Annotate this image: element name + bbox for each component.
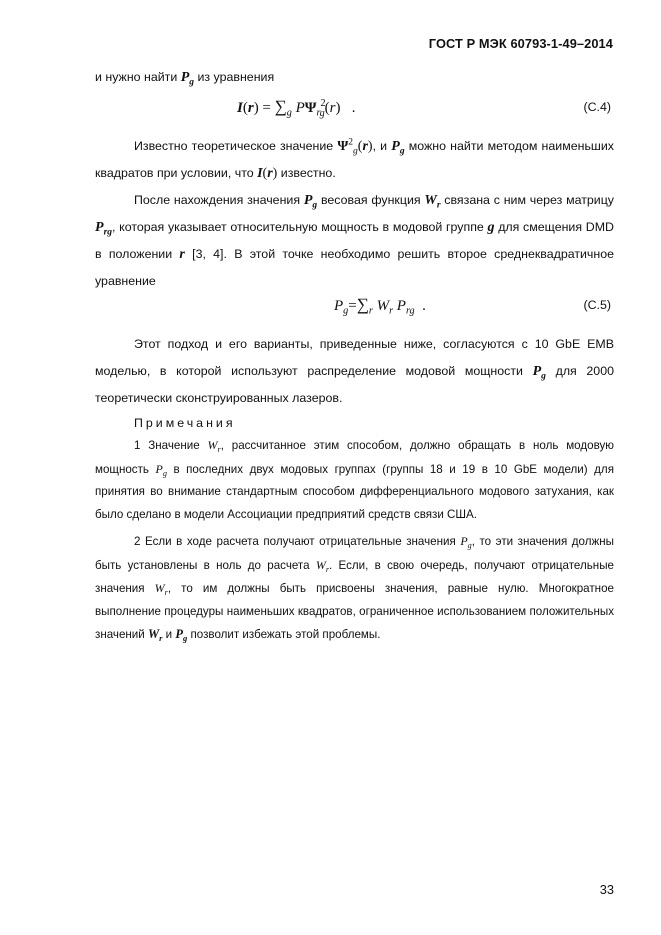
note2-text-3: . Если, в свою очередь, получают отрицательные значения bbox=[95, 558, 614, 595]
p1-text-4: известно. bbox=[280, 166, 336, 180]
p2-text-1: После нахождения значения bbox=[134, 193, 301, 207]
note-1 bbox=[95, 434, 614, 526]
note2-text-5: и bbox=[165, 628, 173, 641]
p3-text-1: Этот подход и его варианты, приведенные ниже, согласуются с 10 GbE EMB моделью, в которой используют распределение модовой мощности bbox=[95, 337, 614, 378]
var-g: g bbox=[487, 220, 495, 235]
p3-text-2: для 2000 теоретически сконструированных лазеров. bbox=[95, 364, 614, 405]
var-prg: $P_{rg}$ bbox=[95, 220, 113, 238]
note2-text-1: 2 Если в ходе расчета получают отрицательные значения bbox=[134, 535, 456, 548]
page-number: 33 bbox=[599, 882, 614, 897]
p2-text-5: для смещения DMD в положении bbox=[95, 220, 614, 261]
note1-text-1: 1 Значение bbox=[134, 439, 200, 452]
p1-text-3: можно найти методом наименьших квадратов при условии, что bbox=[95, 139, 614, 180]
var-pg: $P_g$ bbox=[391, 139, 405, 157]
document-header: ГОСТ Р МЭК 60793-1-49–2014 bbox=[428, 36, 613, 51]
note2-text-4: , то им должны быть присвоены значения, равные нулю. Многократное выполнение процедуры наименьших квадратов, ограниченное использованием положительных значений bbox=[95, 582, 614, 641]
var-pg: $P_g$ bbox=[155, 461, 167, 478]
p1-text-2: , и bbox=[372, 139, 388, 153]
p2-text-2: весовая функция bbox=[320, 193, 421, 207]
intro-line bbox=[95, 64, 614, 91]
var-i-of-r: I bbox=[257, 166, 263, 181]
p2-text-4: , которая указывает относительную мощность в модовой группе bbox=[112, 220, 484, 234]
var-pg: $P_g$ bbox=[175, 627, 188, 643]
p2-text-3: связана с ним через матрицу bbox=[444, 193, 614, 207]
paragraph-approach bbox=[95, 331, 614, 412]
var-wr: $W_r$ bbox=[315, 557, 330, 574]
equation-c4-number: (С.4) bbox=[583, 100, 611, 114]
var-pg: $P_g$ bbox=[532, 364, 546, 382]
equation-c5-formula: $P_g=\sum_r$ $W_r$ $P_{rg}$ . bbox=[334, 295, 426, 317]
paragraph-weight-function bbox=[95, 187, 614, 295]
page-content bbox=[95, 64, 614, 647]
equation-c4 bbox=[95, 93, 614, 127]
var-wr: $W_r$ bbox=[424, 193, 441, 211]
equation-c4-formula: $I(r) = \sum_g$ $P\Psi_r^2_g(r)$ . bbox=[237, 97, 356, 119]
var-psi-squared: $\Psi^2_g(r)$ bbox=[337, 137, 373, 157]
var-r: r bbox=[179, 247, 185, 262]
var-pg: $P_g$ bbox=[460, 534, 472, 550]
paragraph-theoretical: Известно теоретическое значение $\Psi^2_g(r)$, и $P_g$ можно найти методом наименьших квадратов при условии, что I(r) известно. bbox=[95, 137, 614, 181]
p2-text-6: [3, 4]. В этой точке необходимо решить второе среднеквадратичное уравнение bbox=[95, 247, 615, 288]
note1-text-3: в последних двух модовых группах (группы 18 и 19 в 10 GbE модели) для принятия во внимание стандартным способом дифференциального модового затухания, как было сделано в модели Ассоциации предприятий средств связи США. bbox=[95, 462, 614, 521]
note-2 bbox=[95, 530, 614, 647]
note1-text-2: , рассчитанное этим способом, должно обращать в ноль модовую мощность bbox=[95, 439, 614, 476]
equation-c5-number: (С.5) bbox=[583, 298, 611, 312]
notes-title: Примечания bbox=[134, 416, 236, 430]
note2-text-6: позволит избежать этой проблемы. bbox=[190, 628, 381, 641]
p1-text-1: Известно теоретическое значение bbox=[134, 139, 334, 153]
var-pg: $P_g$ bbox=[303, 193, 318, 211]
var-wr: $W_r$ bbox=[207, 438, 221, 454]
note2-text-2: , то эти значения должны быть установлены в ноль до расчета bbox=[95, 535, 614, 572]
var-pg: $P_g$ bbox=[180, 70, 195, 88]
intro-lead: и нужно найти bbox=[95, 70, 178, 84]
var-wr: $W_r$ bbox=[148, 627, 163, 643]
equation-c5 bbox=[95, 291, 614, 325]
var-wr: $W_r$ bbox=[154, 581, 168, 597]
intro-tail: из уравнения bbox=[197, 70, 275, 84]
